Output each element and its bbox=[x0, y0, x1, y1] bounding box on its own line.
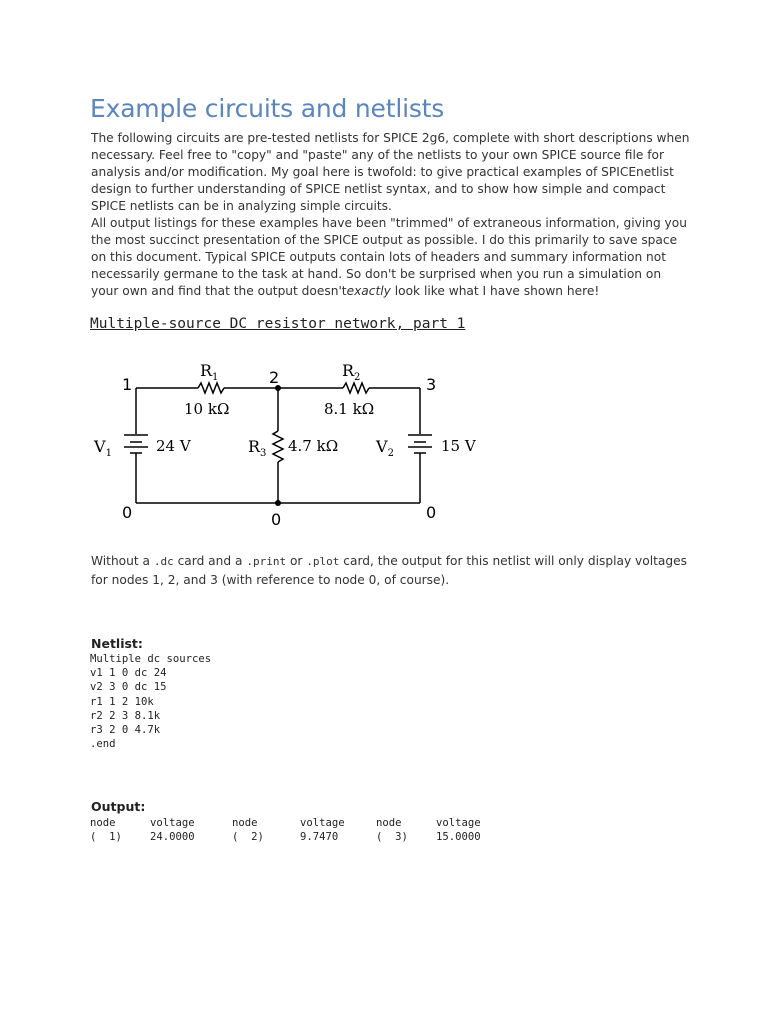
netlist-line: Multiple dc sources bbox=[90, 653, 212, 665]
desc-code-plot: .plot bbox=[306, 555, 340, 568]
netlist-line: r2 2 3 8.1k bbox=[90, 709, 161, 722]
v2-letter: V bbox=[376, 437, 388, 456]
v1-label bbox=[93, 437, 112, 459]
intro-p2-text: All output listings for these examples have been "trimmed" of extraneous information, giving you the most succinct presentation of the SPICE output as possible. I do this primarily to save space on this document. Typical SPICE outputs contain lots of headers and summary information not necessarily germane to the task at hand. So don't be surprised when you run a simulation on your own and find that the output doesn't bbox=[91, 216, 687, 298]
netlist-line: v2 3 0 dc 15 bbox=[90, 681, 167, 694]
r3-subscript: 3 bbox=[260, 448, 267, 459]
resistor-r2-symbol bbox=[343, 383, 369, 393]
desc-text-3: or bbox=[286, 554, 307, 568]
intro-paragraph-1: The following circuits are pre-tested netlists for SPICE 2g6, complete with short descriptions when necessary. Feel free to "copy" and "paste" any of the netlists to your own SPICE source file for analysis and/or modification. My goal here is twofold: to give practical examples of SPICEnetlist design to further understanding of SPICE netlist syntax, and to show how simple and compact SPICE netlists can be in analyzing simple circuits. bbox=[91, 131, 690, 213]
output-cell: ( 3) bbox=[376, 831, 408, 844]
output-cell: ( 2) bbox=[232, 831, 264, 844]
output-col-header: voltage bbox=[436, 817, 481, 829]
output-cell: 9.7470 bbox=[300, 831, 339, 844]
node-label-1: 1 bbox=[122, 375, 133, 394]
junction-dot-node0 bbox=[275, 500, 281, 506]
v1-value: 24 V bbox=[156, 437, 191, 455]
node-label-0-right: 0 bbox=[426, 503, 437, 522]
output-col-header: voltage bbox=[300, 817, 345, 829]
r1-value: 10 kΩ bbox=[184, 400, 230, 418]
node-label-3: 3 bbox=[426, 375, 437, 394]
r1-label bbox=[200, 361, 218, 383]
r1-letter: R bbox=[200, 361, 213, 380]
v1-subscript: 1 bbox=[105, 448, 112, 459]
intro-paragraph-2 bbox=[91, 215, 691, 300]
output-col-header: node bbox=[90, 817, 116, 829]
resistor-r1-symbol bbox=[198, 383, 224, 393]
output-col-header: node bbox=[232, 817, 258, 829]
netlist-line: r1 1 2 10k bbox=[90, 695, 154, 708]
netlist-line: .end bbox=[90, 738, 116, 751]
r2-letter: R bbox=[342, 361, 355, 380]
output-cell: ( 1) bbox=[90, 831, 122, 844]
r3-letter: R bbox=[248, 437, 261, 456]
output-col-header: voltage bbox=[150, 817, 195, 829]
desc-code-dc: .dc bbox=[153, 555, 174, 568]
v2-subscript: 2 bbox=[387, 448, 394, 459]
resistor-r3-symbol bbox=[273, 431, 283, 462]
page-title: Example circuits and netlists bbox=[90, 94, 445, 123]
output-cell: 15.0000 bbox=[436, 831, 481, 844]
node-label-0-middle: 0 bbox=[271, 510, 282, 529]
output-data-row bbox=[90, 830, 516, 844]
node-label-2: 2 bbox=[269, 368, 280, 387]
r3-label bbox=[248, 437, 266, 459]
r2-label bbox=[342, 361, 360, 383]
intro-text bbox=[91, 130, 691, 300]
r3-value: 4.7 kΩ bbox=[288, 437, 339, 455]
v1-letter: V bbox=[94, 437, 106, 456]
desc-code-print: .print bbox=[246, 555, 287, 568]
output-listing bbox=[90, 816, 516, 844]
desc-text-4: card, the output for this netlist will only display voltages for nodes 1, 2, and 3 (with reference to node 0, of course). bbox=[91, 554, 687, 587]
circuit-schematic bbox=[80, 355, 500, 535]
v2-value: 15 V bbox=[441, 437, 476, 455]
netlist-listing bbox=[90, 652, 211, 751]
netlist-line: v1 1 0 dc 24 bbox=[90, 667, 167, 680]
output-heading: Output: bbox=[91, 799, 146, 814]
desc-text-1: Without a bbox=[91, 554, 154, 568]
r1-subscript: 1 bbox=[212, 372, 219, 383]
v2-label bbox=[375, 437, 394, 459]
output-cell: 24.0000 bbox=[150, 831, 195, 844]
desc-text-2: card and a bbox=[173, 554, 247, 568]
netlist-heading: Netlist: bbox=[91, 636, 143, 651]
section-heading: Multiple-source DC resistor network, part 1 bbox=[90, 316, 466, 332]
netlist-line: r3 2 0 4.7k bbox=[90, 724, 161, 737]
intro-p2-tail: look like what I have shown here! bbox=[390, 284, 600, 298]
circuit-description bbox=[91, 552, 691, 589]
node-label-0-left: 0 bbox=[122, 503, 133, 522]
output-col-header: node bbox=[376, 817, 402, 829]
output-header-row bbox=[90, 816, 516, 830]
r2-subscript: 2 bbox=[354, 372, 361, 383]
intro-p2-emphasis: exactly bbox=[346, 284, 391, 298]
r2-value: 8.1 kΩ bbox=[324, 400, 375, 418]
